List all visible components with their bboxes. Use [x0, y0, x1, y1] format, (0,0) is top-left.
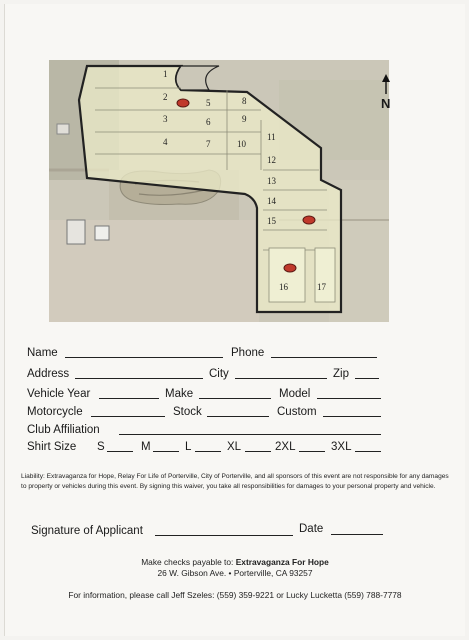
model-label: Model	[279, 388, 311, 400]
payment-line	[5, 557, 465, 567]
lot-number: 5	[206, 98, 211, 108]
size-2xl-field[interactable]	[299, 441, 325, 452]
lot-number: 6	[206, 117, 211, 127]
city-field[interactable]	[235, 368, 327, 379]
lot-number: 13	[267, 176, 276, 186]
make-field[interactable]	[199, 388, 271, 399]
size-s-field[interactable]	[107, 441, 133, 452]
stock-field[interactable]	[207, 406, 269, 417]
size-3xl-label: 3XL	[331, 441, 352, 453]
club-affiliation-field[interactable]	[119, 424, 381, 435]
contact-info: For information, please call Jeff Szeles: (559) 359-9221 or Lucky Lucketta (559) 788-7778	[68, 590, 402, 600]
marker-icon	[177, 99, 189, 107]
date-label: Date	[299, 523, 324, 535]
lot-number: 9	[242, 114, 247, 124]
size-m-label: M	[141, 441, 151, 453]
size-3xl-field[interactable]	[355, 441, 381, 452]
marker-icon	[303, 216, 315, 224]
lot-number: 14	[267, 196, 276, 206]
signature-label: Signature of Applicant	[31, 525, 143, 537]
lot-number: 7	[206, 139, 211, 149]
event-site-map	[49, 60, 389, 322]
vehicle-year-field[interactable]	[99, 388, 159, 399]
motorcycle-field[interactable]	[91, 406, 165, 417]
city-label: City	[209, 368, 229, 380]
lot-number: 11	[267, 132, 276, 142]
lot-number: 3	[163, 114, 168, 124]
club-affiliation-label: Club Affiliation	[27, 424, 100, 436]
lot-number: 4	[163, 137, 168, 147]
phone-field[interactable]	[271, 347, 377, 358]
address-field[interactable]	[75, 368, 203, 379]
marker-icon	[284, 264, 296, 272]
payee-name: Extravaganza For Hope	[235, 557, 329, 567]
zip-label: Zip	[333, 368, 349, 380]
size-2xl-label: 2XL	[275, 441, 296, 453]
payment-address: 26 W. Gibson Ave. • Porterville, CA 93257	[157, 568, 313, 578]
lot-number: 12	[267, 155, 276, 165]
size-s-label: S	[97, 441, 105, 453]
lot-number: 17	[317, 282, 326, 292]
custom-field[interactable]	[323, 406, 381, 417]
size-l-field[interactable]	[195, 441, 221, 452]
lot-number: 1	[163, 69, 168, 79]
address-label: Address	[27, 368, 70, 380]
date-field[interactable]	[331, 524, 383, 535]
liability-waiver-text: Liability: Extravaganza for Hope, Relay For Life of Porterville, City of Porterville, and all sponsors of this event are not responsible for any damages to property or vehicles during this event. By signing this waiver, you take all responsibilities for damages to your personal property and vehicle.	[21, 473, 449, 490]
size-xl-label: XL	[227, 441, 242, 453]
vehicle-year-label: Vehicle Year	[27, 388, 91, 400]
name-field[interactable]	[65, 347, 223, 358]
stock-label: Stock	[173, 406, 202, 418]
shirt-size-label: Shirt Size	[27, 441, 77, 453]
model-field[interactable]	[317, 388, 381, 399]
lot-number: 8	[242, 96, 247, 106]
signature-field[interactable]	[155, 525, 293, 536]
size-xl-field[interactable]	[245, 441, 271, 452]
custom-label: Custom	[277, 406, 317, 418]
north-label: N	[381, 96, 391, 111]
size-m-field[interactable]	[153, 441, 179, 452]
phone-label: Phone	[231, 347, 265, 359]
zip-field[interactable]	[355, 368, 379, 379]
lot-number: 10	[237, 139, 246, 149]
make-label: Make	[165, 388, 194, 400]
lot-number: 2	[163, 92, 168, 102]
lot-number: 16	[279, 282, 288, 292]
lot-number: 15	[267, 216, 276, 226]
motorcycle-label: Motorcycle	[27, 406, 83, 418]
flyer-page	[4, 4, 465, 636]
size-l-label: L	[185, 441, 192, 453]
name-label: Name	[27, 347, 58, 359]
payment-prefix: Make checks payable to:	[141, 557, 236, 567]
